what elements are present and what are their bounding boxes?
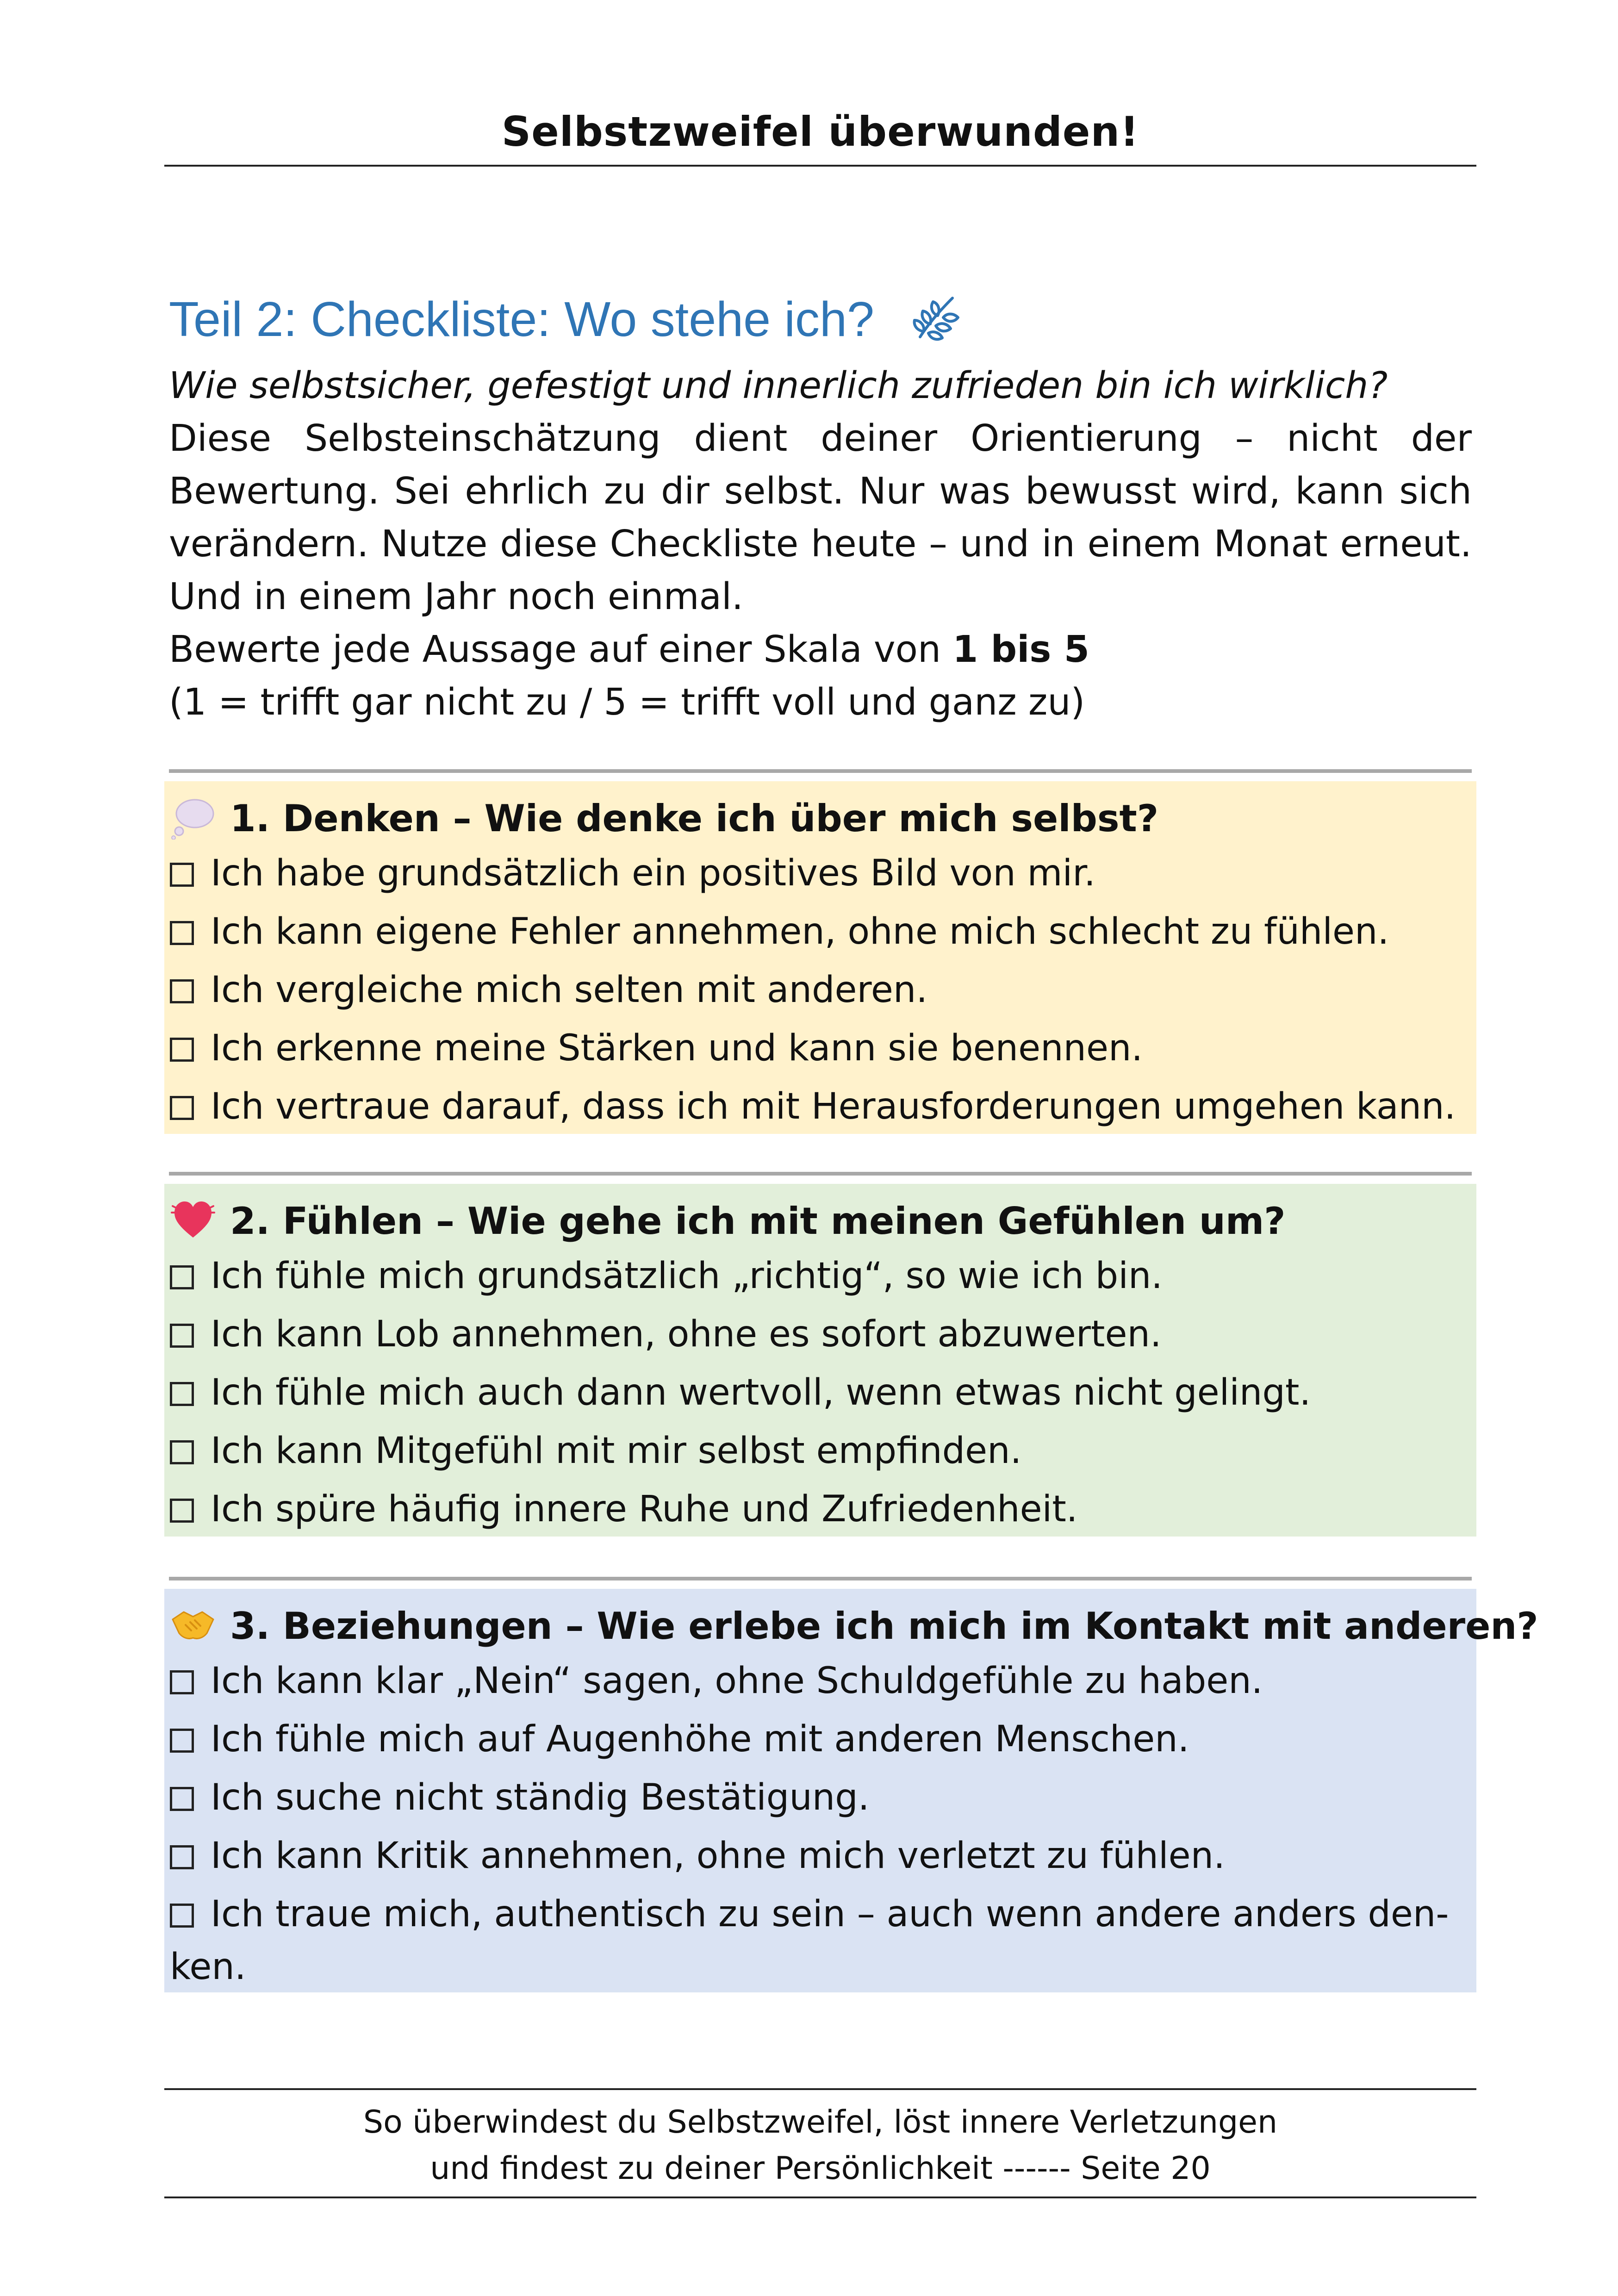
checkbox[interactable]: [170, 1382, 194, 1406]
footer-line-1: So überwindest du Selbstzweifel, löst innere Verletzungen: [363, 2104, 1278, 2140]
scale-note: (1 = trifft gar nicht zu / 5 = trifft voll und ganz zu): [169, 681, 1085, 723]
checklist-item[interactable]: [170, 1305, 1466, 1363]
checklist-item[interactable]: [170, 1827, 1466, 1885]
group-heading-text: 2. Fühlen – Wie gehe ich mit meinen Gefühlen um?: [230, 1200, 1286, 1243]
checkbox[interactable]: [170, 1729, 194, 1753]
checklist-item[interactable]: [170, 1019, 1466, 1077]
group-divider: [169, 1577, 1472, 1580]
checklist-item[interactable]: [170, 1363, 1466, 1422]
checklist-item[interactable]: [170, 1652, 1466, 1710]
page-footer: [164, 2099, 1476, 2192]
beating-heart-icon: [170, 1196, 216, 1242]
group-heading: [170, 793, 1158, 840]
footer-rule-bottom: [164, 2196, 1476, 2198]
group-heading: [170, 1601, 1538, 1647]
checklist-item[interactable]: [170, 902, 1466, 961]
checkbox[interactable]: [170, 1324, 194, 1348]
checklist-item[interactable]: [170, 844, 1466, 902]
header-rule: [164, 165, 1476, 167]
checklist-item-text: Ich kann klar „Nein“ sagen, ohne Schuldgefühle zu haben.: [211, 1660, 1263, 1702]
checklist-item[interactable]: [170, 1480, 1466, 1538]
checkbox[interactable]: [170, 1265, 194, 1289]
checklist: [170, 1247, 1466, 1538]
checklist-item-text: Ich kann Lob annehmen, ohne es sofort abzuwerten.: [211, 1313, 1162, 1355]
group-divider: [169, 1172, 1472, 1176]
group-divider: [169, 769, 1472, 773]
group-heading-text: 3. Beziehungen – Wie erlebe ich mich im Kontakt mit anderen?: [230, 1605, 1538, 1648]
checklist-item-text: Ich erkenne meine Stärken und kann sie benennen.: [211, 1027, 1143, 1069]
checklist-item-text: Ich fühle mich auch dann wertvoll, wenn etwas nicht gelingt.: [211, 1372, 1311, 1413]
group-denken: [164, 781, 1476, 1134]
section-title: [169, 287, 961, 352]
footer-rule-top: [164, 2088, 1476, 2090]
checklist-item-text: Ich kann Mitgefühl mit mir selbst empfinden.: [211, 1430, 1022, 1472]
thought-bubble-icon: [170, 793, 216, 840]
group-fuehlen: [164, 1184, 1476, 1537]
checklist-item-text: Ich habe grundsätzlich ein positives Bild von mir.: [211, 852, 1095, 894]
checklist-item[interactable]: [170, 1247, 1466, 1305]
footer-line-2: und findest zu deiner Persönlichkeit ------ Seite 20: [430, 2150, 1211, 2187]
checklist-item-text: Ich fühle mich grundsätzlich „richtig“, so wie ich bin.: [211, 1255, 1163, 1297]
checkbox[interactable]: [170, 1096, 194, 1120]
checklist-item[interactable]: [170, 1710, 1466, 1768]
checklist-item-text: Ich kann eigene Fehler annehmen, ohne mich schlecht zu fühlen.: [211, 911, 1389, 952]
checkbox[interactable]: [170, 1038, 194, 1062]
checkbox[interactable]: [170, 1845, 194, 1869]
group-heading-text: 1. Denken – Wie denke ich über mich selbst?: [230, 797, 1159, 840]
checklist-item-text: Ich fühle mich auf Augenhöhe mit anderen Menschen.: [211, 1718, 1189, 1760]
checkbox[interactable]: [170, 921, 194, 945]
checklist: [170, 1652, 1466, 1993]
checklist-item[interactable]: [170, 1422, 1466, 1480]
intro-paragraph: Diese Selbsteinschätzung dient deiner Orientierung – nicht der Bewertung. Sei ehrlich zu dir selbst. Nur was bewusst wird, kann sich verändern. Nutze diese Checkliste heute – und in einem Monat erneut. Und in einem Jahr noch einmal.: [169, 417, 1472, 618]
checkbox[interactable]: [170, 1440, 194, 1464]
checklist-item-text: Ich spüre häufig innere Ruhe und Zufriedenheit.: [211, 1488, 1078, 1530]
checklist-item-text: Ich vertraue darauf, dass ich mit Herausforderungen umgehen kann.: [211, 1086, 1456, 1127]
checklist: [170, 844, 1466, 1136]
checkbox[interactable]: [170, 979, 194, 1003]
checklist-item[interactable]: [170, 1768, 1466, 1827]
scale-instruction: [169, 623, 1472, 676]
section-title-text: Teil 2: Checkliste: Wo stehe ich?: [169, 292, 874, 347]
checkbox[interactable]: [170, 1499, 194, 1523]
page-header-title: Selbstzweifel überwunden!: [501, 108, 1139, 156]
checklist-item[interactable]: [170, 1077, 1466, 1136]
group-heading: [170, 1196, 1286, 1242]
checklist-item-text: Ich kann Kritik annehmen, ohne mich verletzt zu fühlen.: [211, 1835, 1225, 1877]
checklist-item-text: Ich traue mich, authentisch zu sein – auch wenn andere anders den-ken.: [170, 1893, 1449, 1988]
intro-question: Wie selbstsicher, gefestigt und innerlich zufrieden bin ich wirklich?: [169, 364, 1388, 407]
checklist-item-text: Ich vergleiche mich selten mit anderen.: [211, 969, 928, 1011]
checkbox[interactable]: [170, 1670, 194, 1694]
scale-instruction-text: Bewerte jede Aussage auf einer Skala von: [169, 628, 953, 671]
checkbox[interactable]: [170, 1787, 194, 1811]
handshake-icon: [170, 1601, 216, 1647]
checklist-item[interactable]: [170, 961, 1466, 1019]
checklist-item-text: Ich suche nicht ständig Bestätigung.: [211, 1777, 870, 1818]
checkbox[interactable]: [170, 863, 194, 887]
scale-range: 1 bis 5: [952, 628, 1089, 671]
laurel-branch-icon: [910, 292, 961, 342]
checkbox[interactable]: [170, 1904, 194, 1928]
group-beziehungen: [164, 1589, 1538, 1992]
checklist-item[interactable]: [170, 1885, 1466, 1993]
